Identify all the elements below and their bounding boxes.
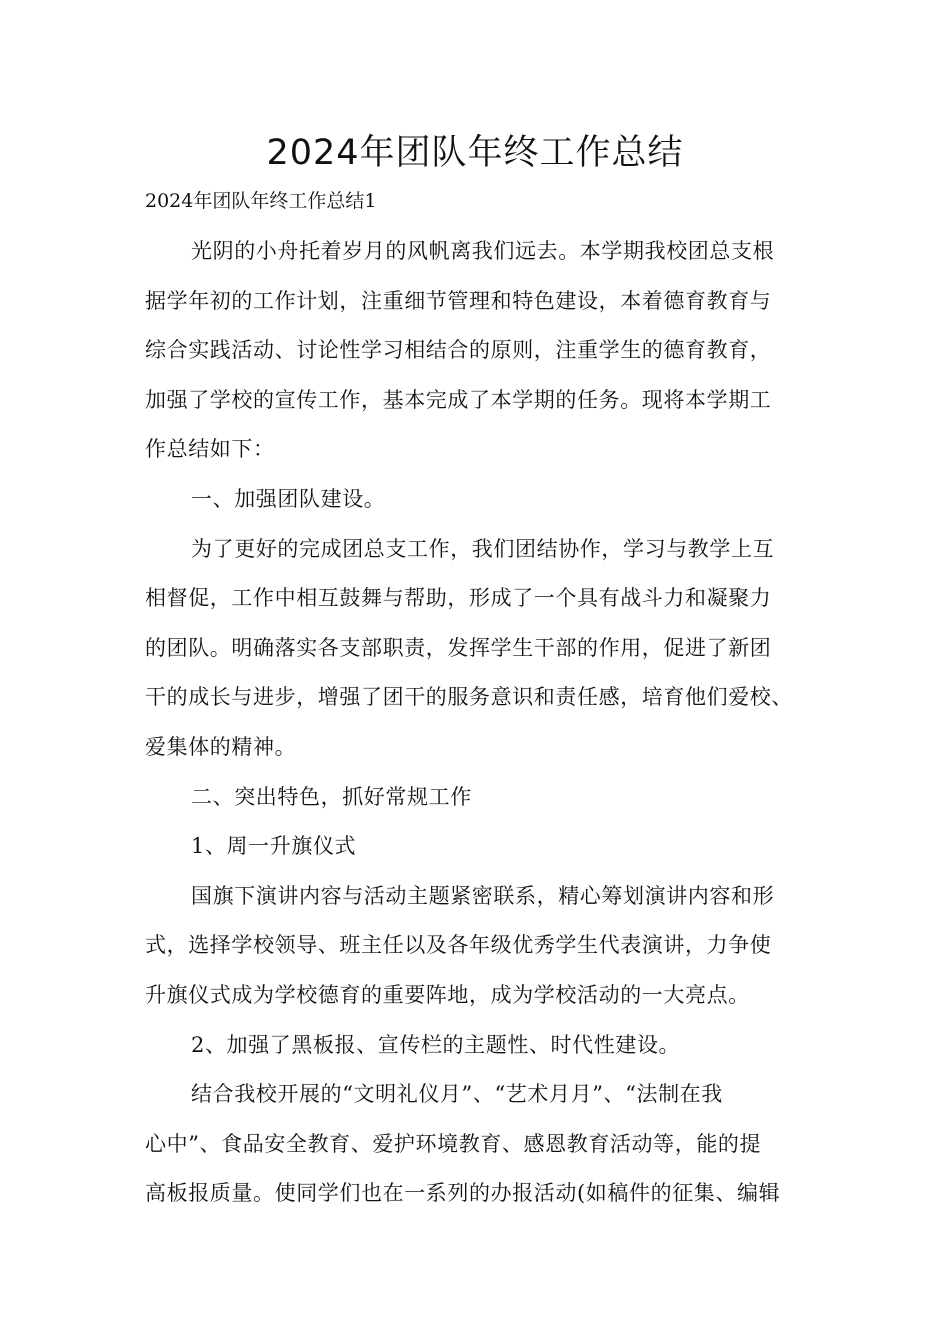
body-text-line: 干的成长与进步，增强了团干的服务意识和责任感，培育他们爱校、 — [145, 685, 793, 710]
body-text-line: 综合实践活动、讨论性学习相结合的原则，注重学生的德育教育， — [145, 338, 772, 363]
body-text-line: 相督促，工作中相互鼓舞与帮助，形成了一个具有战斗力和凝聚力 — [145, 586, 772, 611]
body-text-line: 一、加强团队建设。 — [191, 486, 386, 511]
body-text-line: 加强了学校的宣传工作，基本完成了本学期的任务。现将本学期工 — [145, 387, 772, 412]
body-text-line: 为了更好的完成团总支工作，我们团结协作，学习与教学上互 — [191, 536, 775, 561]
body-text-line: 2、加强了黑板报、宣传栏的主题性、时代性建设。 — [191, 1032, 681, 1057]
body-text-line: 爱集体的精神。 — [145, 734, 297, 759]
body-text-line: 高板报质量。使同学们也在一系列的办报活动(如稿件的征集、编辑 — [145, 1181, 781, 1206]
body-text-line: 二、突出特色，抓好常规工作 — [191, 784, 472, 809]
body-text-line: 升旗仪式成为学校德育的重要阵地，成为学校活动的一大亮点。 — [145, 982, 750, 1007]
body-text-line: 的团队。明确落实各支部职责，发挥学生干部的作用，促进了新团 — [145, 635, 772, 660]
body-text-line: 据学年初的工作计划，注重细节管理和特色建设，本着德育教育与 — [145, 288, 772, 313]
body-text-line: 国旗下演讲内容与活动主题紧密联系，精心筹划演讲内容和形 — [191, 883, 775, 908]
document-subtitle: 2024年团队年终工作总结1 — [145, 190, 377, 212]
body-text-line: 1、周一升旗仪式 — [191, 834, 357, 859]
body-text-line: 心中”、食品安全教育、爱护环境教育、感恩教育活动等，能的提 — [145, 1131, 762, 1156]
body-text-line: 结合我校开展的“文明礼仪月”、“艺术月月”、“法制在我 — [191, 1082, 723, 1107]
document-body — [145, 233, 825, 1225]
document-title: 2024年团队年终工作总结 — [266, 133, 684, 173]
body-text-line: 式，选择学校领导、班主任以及各年级优秀学生代表演讲，力争使 — [145, 933, 772, 958]
body-text-line: 作总结如下： — [145, 437, 275, 462]
body-text-line: 光阴的小舟托着岁月的风帆离我们远去。本学期我校团总支根 — [191, 239, 775, 263]
